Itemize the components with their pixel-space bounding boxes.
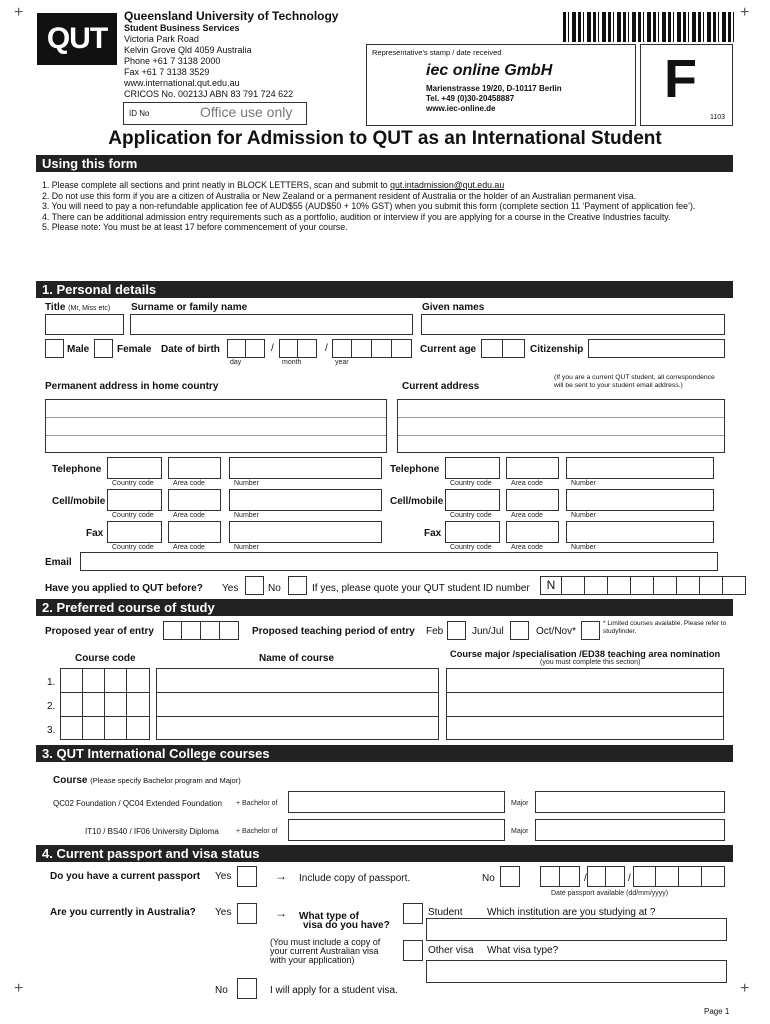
institution-prompt: Which institution are you studying at ? — [487, 907, 656, 918]
current-address-label: Current address — [402, 381, 480, 392]
visa-type-prompt: What visa type? — [487, 945, 559, 956]
dob-label: Date of birth — [161, 344, 220, 355]
no-label: No — [215, 985, 228, 996]
date-separator: / — [271, 343, 274, 354]
must-include-note: your current Australian visa — [270, 946, 379, 956]
registration-mark: + — [740, 980, 750, 997]
permanent-address-label: Permanent address in home country — [45, 381, 219, 392]
given-names-label: Given names — [422, 302, 485, 313]
australia-no-checkbox[interactable] — [237, 978, 257, 999]
other-visa-label: Other visa — [428, 945, 474, 956]
passport-date-year[interactable] — [633, 866, 725, 887]
country-code-hint: Country code — [450, 512, 492, 519]
current-telephone-area-field[interactable] — [506, 457, 559, 479]
country-code-hint: Country code — [112, 512, 154, 519]
entry-year-label: Proposed year of entry — [45, 626, 154, 637]
male-label: Male — [67, 344, 90, 355]
telephone-country-field[interactable] — [107, 457, 162, 479]
passport-date-day[interactable] — [540, 866, 580, 887]
university-name: Queensland University of Technology — [124, 9, 339, 23]
department-name: Student Business Services — [124, 23, 240, 33]
area-code-hint: Area code — [173, 544, 205, 551]
citizenship-label: Citizenship — [530, 344, 584, 355]
passport-question: Do you have a current passport — [50, 871, 201, 882]
registration-mark: + — [740, 4, 750, 21]
title-label: Title (Mr, Miss etc) — [45, 302, 111, 313]
applied-yes-checkbox[interactable] — [245, 576, 264, 595]
section-heading-course: 2. Preferred course of study — [36, 599, 733, 616]
current-fax-area-field[interactable] — [506, 521, 559, 543]
passport-date-month[interactable] — [587, 866, 625, 887]
website-line: www.international.qut.edu.au — [124, 78, 240, 88]
section-heading-passport: 4. Current passport and visa status — [36, 845, 733, 862]
barcode — [563, 12, 735, 42]
country-code-hint: Country code — [112, 544, 154, 551]
teaching-period-label: Proposed teaching period of entry — [252, 626, 415, 637]
surname-label: Surname or family name — [131, 302, 248, 313]
instructions-list — [42, 180, 732, 233]
field-line — [46, 435, 386, 436]
diploma-major-field[interactable] — [535, 819, 725, 841]
instruction-item: 4. There can be additional admission entry requirements such as a portfolio, audition or interview if you are applying for a course in the Creative Industries faculty. — [42, 211, 671, 222]
agent-web: www.iec-online.de — [426, 104, 496, 113]
number-hint: Number — [234, 480, 259, 487]
telephone-label: Telephone — [52, 464, 102, 475]
date-available-hint: Date passport available (dd/mm/yyyy) — [551, 890, 669, 897]
address-line: Victoria Park Road — [124, 34, 199, 44]
date-separator: / — [628, 873, 631, 884]
grid-line — [104, 668, 105, 740]
course-major-field[interactable] — [446, 668, 724, 740]
age-field[interactable] — [481, 339, 525, 358]
field-line — [398, 435, 724, 436]
junjul-label: Jun/Jul — [472, 626, 504, 637]
visa-type-question: What type of — [299, 911, 359, 922]
student-id-prompt: If yes, please quote your QUT student ID number — [312, 583, 530, 594]
address-line: Kelvin Grove Qld 4059 Australia — [124, 45, 252, 55]
male-checkbox[interactable] — [45, 339, 64, 358]
feb-checkbox[interactable] — [447, 621, 466, 640]
instruction-item: 5. Please note: You must be at least 17 before commencement of your course. — [42, 222, 348, 233]
institution-field[interactable] — [426, 918, 727, 941]
number-hint: Number — [571, 544, 596, 551]
area-code-hint: Area code — [173, 512, 205, 519]
yes-label: Yes — [215, 871, 232, 882]
country-code-hint: Country code — [450, 544, 492, 551]
title-field[interactable] — [45, 314, 124, 335]
limited-courses-note: * Limited courses available. Please refer to studyfinder. — [603, 620, 727, 635]
fax-number-field[interactable] — [229, 521, 382, 543]
student-visa-checkbox[interactable] — [403, 903, 423, 924]
entry-year-field[interactable] — [163, 621, 239, 640]
section-heading-using: Using this form — [36, 155, 733, 172]
octnov-label: Oct/Nov* — [536, 626, 577, 637]
page-title: Application for Admission to QUT as an International Student — [108, 128, 662, 149]
country-code-hint: Country code — [450, 480, 492, 487]
no-label: No — [268, 583, 281, 594]
cell-number-field[interactable] — [229, 489, 382, 511]
major-label: Major — [511, 828, 529, 835]
grid-line — [156, 716, 439, 717]
instruction-item: 1. Please complete all sections and print neatly in BLOCK LETTERS, scan and submit to qut.intadmission@qut.edu.au — [42, 180, 505, 190]
number-hint: Number — [234, 512, 259, 519]
grid-line — [60, 692, 150, 693]
field-line — [398, 417, 724, 418]
cell-label: Cell/mobile — [52, 496, 106, 507]
cell-country-field[interactable] — [107, 489, 162, 511]
page-number: Page 1 — [704, 1007, 730, 1016]
student-id-prefix: N — [540, 576, 562, 595]
grid-line — [60, 716, 150, 717]
grid-line — [82, 668, 83, 740]
course-name-field[interactable] — [156, 668, 439, 740]
visa-type-field[interactable] — [426, 960, 727, 983]
female-checkbox[interactable] — [94, 339, 113, 358]
grid-line — [126, 668, 127, 740]
office-use-label: Office use only — [200, 104, 293, 120]
passport-no-checkbox[interactable] — [500, 866, 520, 887]
arrow-icon: → — [275, 906, 287, 920]
stamp-label: Representative's stamp / date received — [372, 48, 502, 57]
course-row-number: 2. — [47, 701, 56, 712]
current-cell-area-field[interactable] — [506, 489, 559, 511]
australia-yes-checkbox[interactable] — [237, 903, 257, 924]
phone-line: Phone +61 7 3138 2000 — [124, 56, 221, 66]
visa-type-question: visa do you have? — [303, 920, 390, 931]
fax-country-field[interactable] — [107, 521, 162, 543]
must-include-note: (You must include a copy of — [270, 937, 381, 947]
course-major-note: (you must complete this section) — [540, 659, 641, 666]
area-code-hint: Area code — [511, 544, 543, 551]
foundation-bachelor-field[interactable] — [288, 791, 505, 813]
apply-visa-note: I will apply for a student visa. — [270, 985, 398, 996]
applied-before-label: Have you applied to QUT before? — [45, 583, 203, 594]
registration-mark: + — [14, 4, 24, 21]
must-include-note: with your application) — [270, 955, 355, 965]
feb-label: Feb — [426, 626, 444, 637]
email-field[interactable] — [80, 552, 718, 571]
cricos-line: CRICOS No. 00213J ABN 83 791 724 622 — [124, 89, 294, 99]
foundation-option: QC02 Foundation / QC04 Extended Foundation — [53, 799, 222, 808]
current-fax-number-field[interactable] — [566, 521, 714, 543]
form-code: 1103 — [710, 114, 726, 121]
date-separator: / — [325, 343, 328, 354]
current-address-field[interactable] — [397, 399, 725, 453]
junjul-checkbox[interactable] — [510, 621, 529, 640]
current-address-note: (If you are a current QUT student, all correspondence will be sent to your student email address.) — [554, 374, 715, 389]
citizenship-field[interactable] — [588, 339, 725, 358]
grid-line — [446, 692, 724, 693]
number-hint: Number — [571, 512, 596, 519]
in-australia-question: Are you currently in Australia? — [50, 907, 196, 918]
cell-label: Cell/mobile — [390, 496, 444, 507]
instruction-item: 3. You will need to pay a non-refundable application fee of AUD$55 (AUD$50 + 10% GST) when you submit this form (complete section 11 ‘Payment of application fee’). — [42, 201, 696, 212]
course-code-header: Course code — [75, 653, 136, 664]
dob-day-field[interactable] — [227, 339, 265, 358]
telephone-label: Telephone — [390, 464, 440, 475]
telephone-area-field[interactable] — [168, 457, 221, 479]
year-hint: year — [335, 359, 349, 366]
given-names-field[interactable] — [421, 314, 725, 335]
instruction-item: 2. Do not use this form if you are a citizen of Australia or New Zealand or a permanent resident of Australia or the holder of an Australian permanent visa. — [42, 190, 637, 201]
area-code-hint: Area code — [173, 480, 205, 487]
diploma-bachelor-field[interactable] — [288, 819, 505, 841]
field-line — [46, 417, 386, 418]
dob-month-field[interactable] — [279, 339, 317, 358]
telephone-number-field[interactable] — [229, 457, 382, 479]
course-row-number: 1. — [47, 677, 56, 688]
course-code-grid[interactable] — [60, 668, 150, 740]
current-cell-number-field[interactable] — [566, 489, 714, 511]
email-label: Email — [45, 557, 72, 568]
other-visa-checkbox[interactable] — [403, 940, 423, 961]
yes-label: Yes — [222, 583, 239, 594]
bachelor-label: + Bachelor of — [236, 828, 278, 835]
dob-year-field[interactable] — [332, 339, 412, 358]
diploma-option: IT10 / BS40 / IF06 University Diploma — [85, 827, 219, 836]
section-heading-college: 3. QUT International College courses — [36, 745, 733, 762]
cell-area-field[interactable] — [168, 489, 221, 511]
registration-mark: + — [14, 980, 24, 997]
age-label: Current age — [420, 344, 477, 355]
foundation-major-field[interactable] — [535, 791, 725, 813]
fax-area-field[interactable] — [168, 521, 221, 543]
agent-street: Marienstrasse 19/20, D-10117 Berlin — [426, 84, 562, 93]
number-hint: Number — [571, 480, 596, 487]
qut-logo: QUT — [37, 13, 117, 65]
permanent-address-field[interactable] — [45, 399, 387, 453]
agent-phone: Tel. +49 (0)30-20458887 — [426, 94, 515, 103]
include-passport-note: Include copy of passport. — [299, 873, 411, 884]
college-course-label: Course (Please specify Bachelor program and Major) — [53, 775, 241, 786]
grid-line — [446, 716, 724, 717]
octnov-checkbox[interactable] — [581, 621, 600, 640]
area-code-hint: Area code — [511, 512, 543, 519]
fax-line: Fax +61 7 3138 3529 — [124, 67, 210, 77]
no-label: No — [482, 873, 495, 884]
form-letter: F — [664, 49, 697, 109]
submit-email-link[interactable]: qut.intadmission@qut.edu.au — [390, 180, 505, 190]
date-separator: / — [584, 873, 587, 884]
current-fax-country-field[interactable] — [445, 521, 500, 543]
passport-yes-checkbox[interactable] — [237, 866, 257, 887]
fax-label: Fax — [86, 528, 104, 539]
grid-line — [156, 692, 439, 693]
arrow-icon: → — [275, 869, 287, 883]
applied-no-checkbox[interactable] — [288, 576, 307, 595]
student-id-field[interactable] — [540, 576, 746, 595]
surname-field[interactable] — [130, 314, 413, 335]
id-no-label: ID No — [129, 109, 150, 118]
course-row-number: 3. — [47, 725, 56, 736]
country-code-hint: Country code — [112, 480, 154, 487]
day-hint: day — [230, 359, 242, 366]
course-name-header: Name of course — [259, 653, 335, 664]
current-telephone-country-field[interactable] — [445, 457, 500, 479]
yes-label: Yes — [215, 907, 232, 918]
major-label: Major — [511, 800, 529, 807]
course-major-header: Course major /specialisation /ED38 teaching area nomination — [450, 649, 721, 659]
bachelor-label: + Bachelor of — [236, 800, 278, 807]
section-heading-personal: 1. Personal details — [36, 281, 733, 298]
number-hint: Number — [234, 544, 259, 551]
current-cell-country-field[interactable] — [445, 489, 500, 511]
fax-label: Fax — [424, 528, 442, 539]
current-telephone-number-field[interactable] — [566, 457, 714, 479]
area-code-hint: Area code — [511, 480, 543, 487]
month-hint: month — [282, 359, 302, 366]
female-label: Female — [117, 344, 152, 355]
agent-name: iec online GmbH — [426, 62, 553, 79]
student-visa-label: Student — [428, 907, 463, 918]
